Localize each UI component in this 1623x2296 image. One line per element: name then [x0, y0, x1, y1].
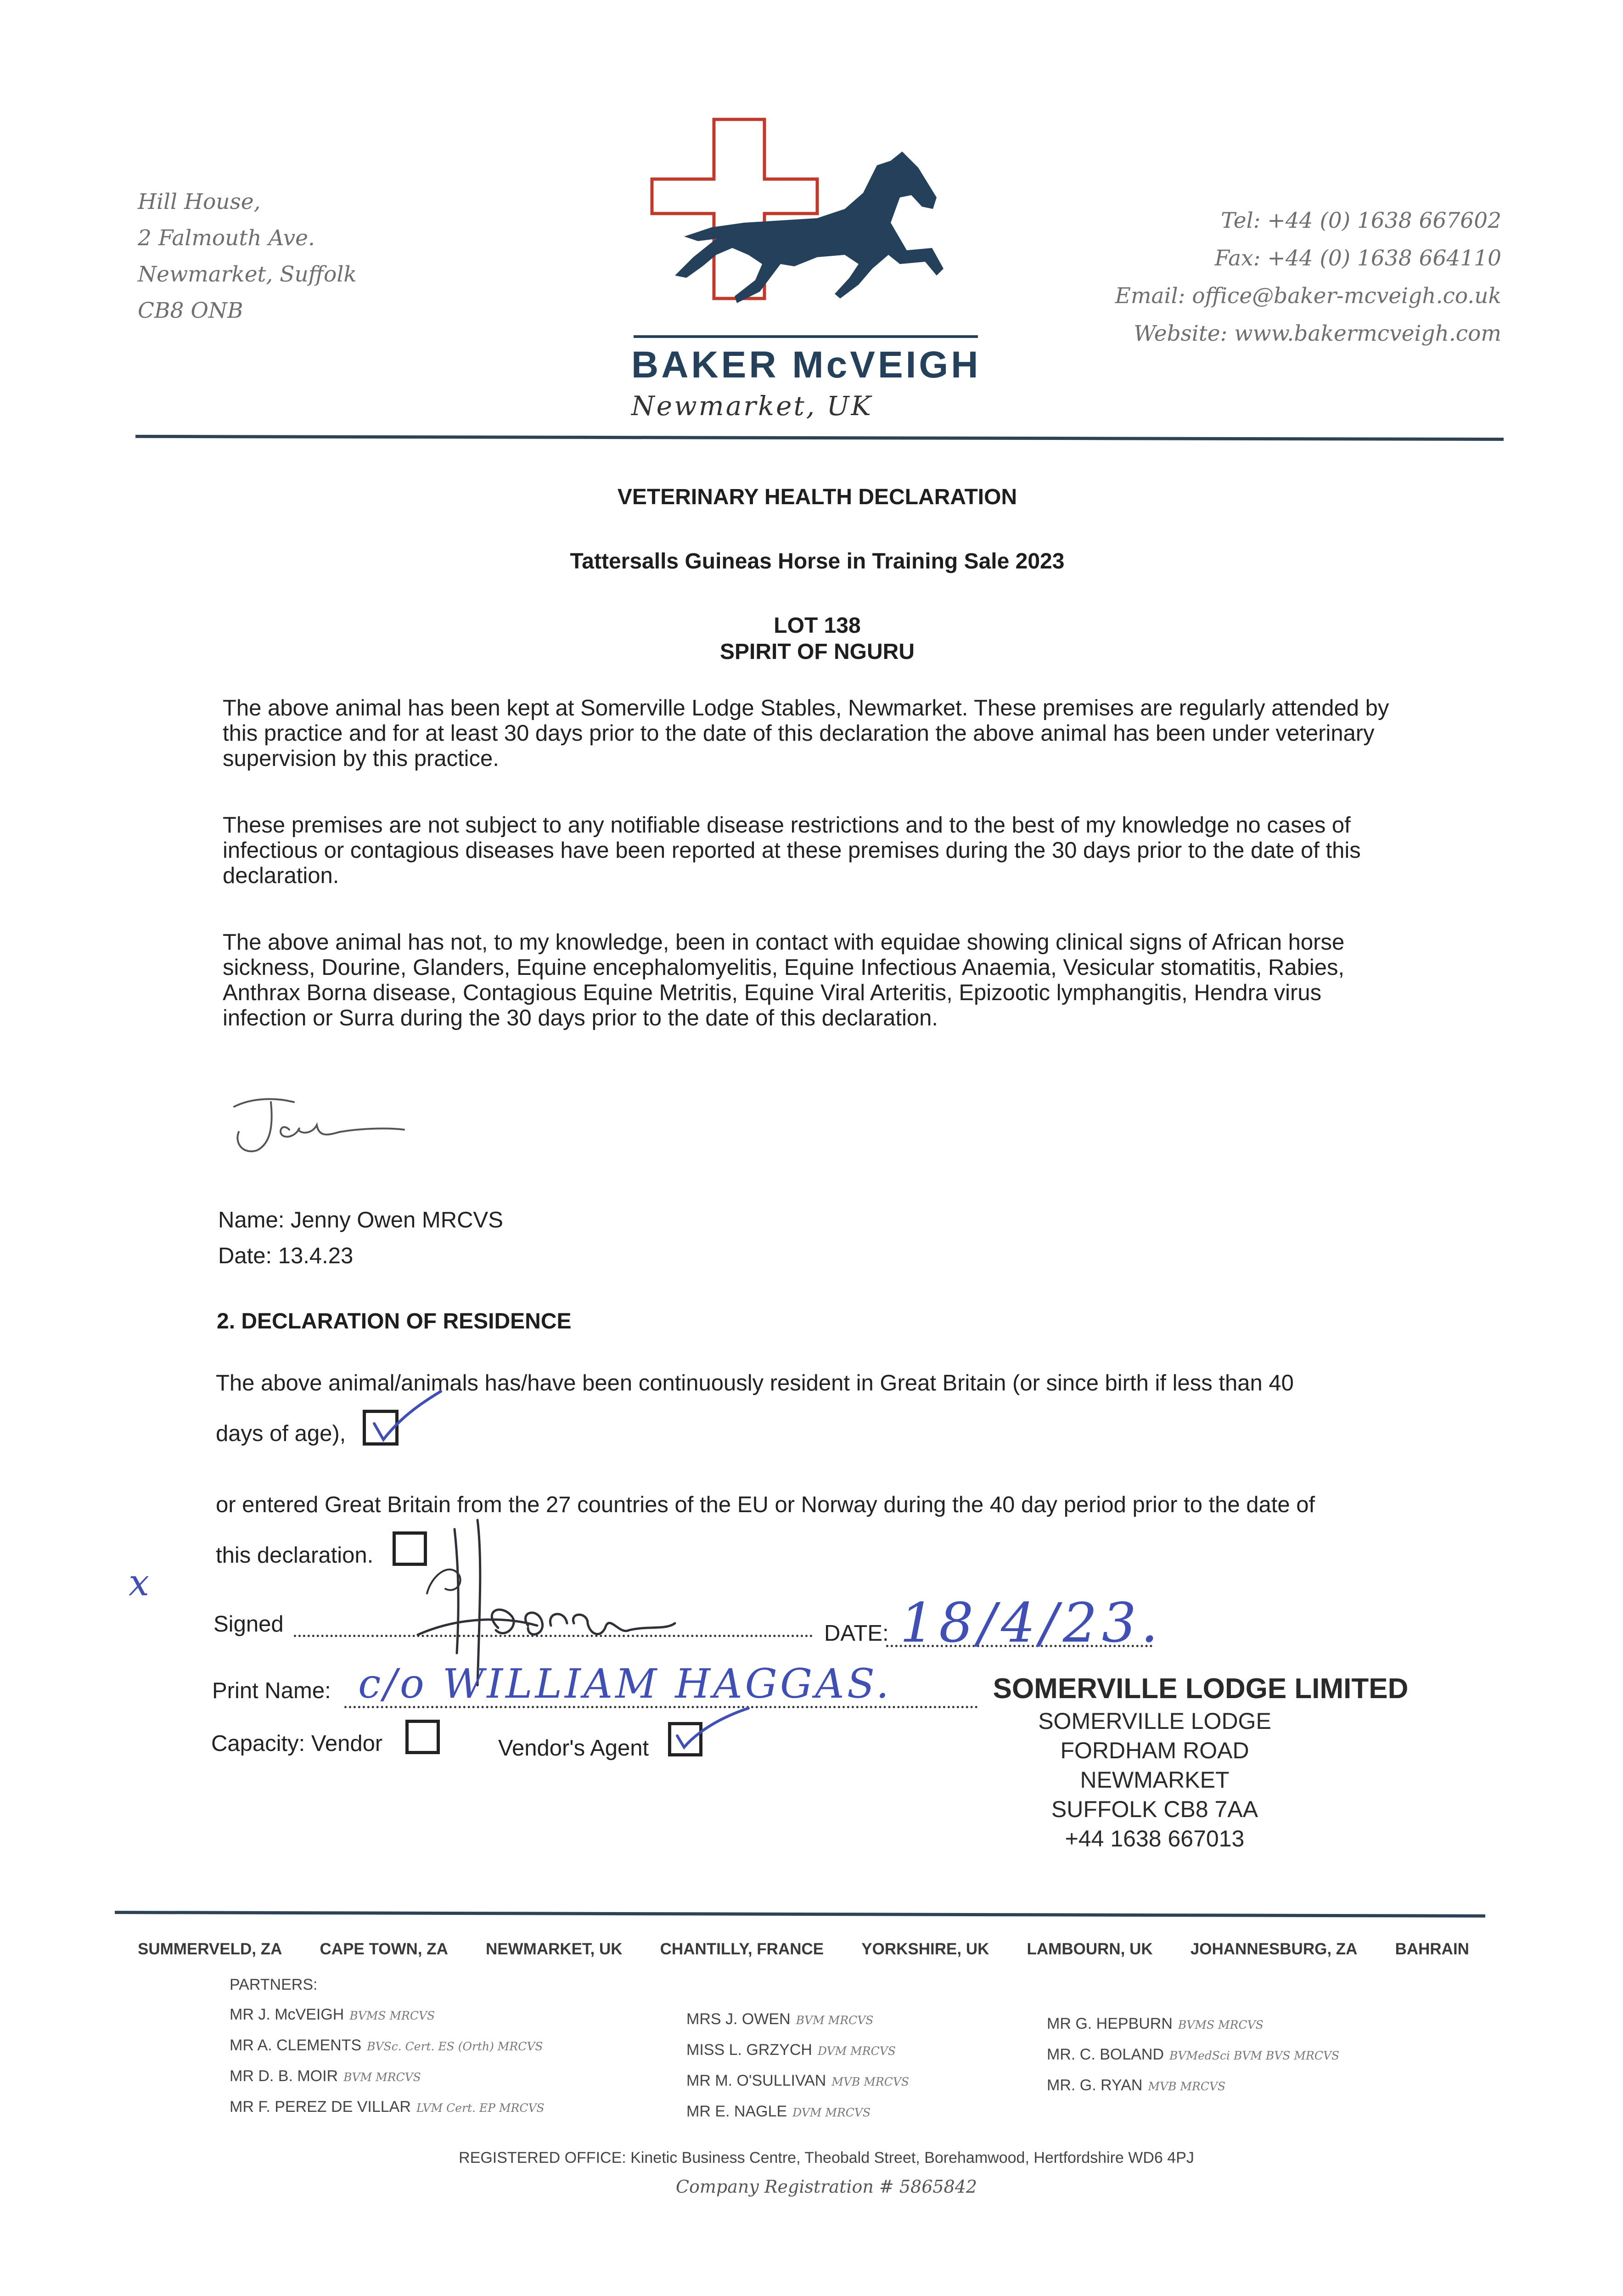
vendor-agent-checkmark [675, 1704, 753, 1761]
handwritten-print-name: c/o WILLIAM HAGGAS. [358, 1660, 892, 1707]
section-2-title: 2. DECLARATION OF RESIDENCE [217, 1309, 572, 1334]
stamp-phone: +44 1638 667013 [1065, 1826, 1245, 1851]
document-title: VETERINARY HEALTH DECLARATION [617, 485, 1017, 509]
resident-checkmark [363, 1387, 455, 1449]
footer-divider [115, 1911, 1485, 1918]
handwritten-date: 18/4/23. [900, 1591, 1163, 1654]
handwritten-check-icon [675, 1704, 753, 1759]
supervision-paragraph: The above animal has been kept at Somerville Lodge Stables, Newmarket. These premises are regularly attended by this practice and for at least 30 days prior to the date of this declaration the above animal has been under veterinary supervision by this practice. [223, 696, 1389, 771]
company-registration: Company Registration # 5865842 [675, 2177, 977, 2197]
signature-scribble-icon [220, 1088, 413, 1162]
brand-name: BAKER McVEIGH [631, 344, 981, 386]
partner-entry: MR M. O'SULLIVAN MVB MRCVS [686, 2072, 910, 2089]
disease-restriction-paragraph: These premises are not subject to any notifiable disease restrictions and to the best of my knowledge no cases of infectious or contagious diseases have been reported at these premises during the 30 days prior to the date of this declaration. [223, 813, 1361, 888]
registered-office: REGISTERED OFFICE: Kinetic Business Centre, Theobald Street, Borehamwood, Hertfordshire WD6 4PJ [459, 2149, 1194, 2167]
address-line: CB8 ONB [138, 298, 243, 323]
brand-subtitle: Newmarket, UK [631, 390, 873, 422]
vendor-agent-label: Vendor's Agent [498, 1736, 649, 1761]
partner-entry: MR G. HEPBURN BVMS MRCVS [1047, 2015, 1264, 2032]
partner-entry: MR F. PEREZ DE VILLAR LVM Cert. EP MRCVS [230, 2098, 545, 2116]
partner-entry: MISS L. GRZYCH DVM MRCVS [686, 2041, 896, 2059]
partners-label: PARTNERS: [230, 1976, 318, 1993]
vet-name: Name: Jenny Owen MRCVS [218, 1208, 503, 1232]
location-item: YORKSHIRE, UK [861, 1940, 989, 1958]
partner-entry: MR E. NAGLE DVM MRCVS [686, 2103, 871, 2120]
signed-label: Signed [213, 1612, 284, 1637]
stamp-company: SOMERVILLE LODGE LIMITED [993, 1673, 1409, 1705]
cross-horse-logo-icon [643, 117, 992, 347]
partner-entry: MR. G. RYAN MVB MRCVS [1047, 2077, 1226, 2094]
print-name-label: Print Name: [212, 1678, 331, 1703]
address-line: Hill House, [138, 189, 261, 214]
practice-logo [643, 117, 992, 347]
partner-entry: MR J. McVEIGH BVMS MRCVS [230, 2006, 435, 2023]
location-item: LAMBOURN, UK [1027, 1940, 1153, 1958]
fax-line: Fax: +44 (0) 1638 664110 [1214, 246, 1501, 271]
location-item: CHANTILLY, FRANCE [660, 1940, 824, 1958]
entered-statement: or entered Great Britain from the 27 countries of the EU or Norway during the 40 day period prior to the date of [216, 1492, 1315, 1517]
residence-statement: The above animal/animals has/have been continuously resident in Great Britain (or since birth if less than 40 [216, 1371, 1294, 1396]
stamp-line: FORDHAM ROAD [1060, 1738, 1249, 1763]
tel-line: Tel: +44 (0) 1638 667602 [1221, 208, 1501, 233]
company-stamp [985, 1671, 1416, 1853]
stamp-line: NEWMARKET [1080, 1767, 1230, 1793]
office-locations [138, 1940, 1469, 1958]
partners-column-3 [1047, 2009, 1339, 2101]
partner-entry: MR. C. BOLAND BVMedSci BVM BVS MRCVS [1047, 2046, 1340, 2063]
partner-entry: MRS J. OWEN BVM MRCVS [686, 2010, 874, 2028]
horse-name: SPIRIT OF NGURU [719, 640, 915, 664]
email-line: Email: office@baker-mcveigh.co.uk [1115, 283, 1501, 309]
date-label: DATE: [824, 1621, 889, 1646]
entered-statement-end: this declaration. [216, 1543, 374, 1568]
partners-column-2 [686, 2004, 909, 2127]
logo-rule [634, 335, 978, 338]
capacity-label: Capacity: Vendor [211, 1731, 383, 1756]
vet-signature [220, 1088, 413, 1162]
address-line: Newmarket, Suffolk [138, 262, 357, 287]
handwritten-check-icon [363, 1387, 455, 1446]
practice-contacts [1001, 202, 1501, 353]
vendor-checkbox[interactable] [405, 1720, 440, 1754]
sale-title: Tattersalls Guineas Horse in Training Sale 2023 [570, 549, 1065, 574]
stamp-line: SUFFOLK CB8 7AA [1051, 1796, 1258, 1822]
header-divider [135, 435, 1504, 441]
lot-number: LOT 138 [774, 613, 861, 638]
partner-entry: MR A. CLEMENTS BVSc. Cert. ES (Orth) MRCVS [230, 2037, 543, 2054]
location-item: CAPE TOWN, ZA [320, 1940, 448, 1958]
address-line: 2 Falmouth Ave. [138, 225, 315, 251]
location-item: NEWMARKET, UK [486, 1940, 623, 1958]
location-item: BAHRAIN [1395, 1940, 1469, 1958]
stamp-line: SOMERVILLE LODGE [1038, 1708, 1271, 1734]
website-line: Website: www.bakermcveigh.com [1134, 321, 1501, 346]
residence-statement-end: days of age), [216, 1421, 346, 1446]
partner-entry: MR D. B. MOIR BVM MRCVS [230, 2067, 421, 2085]
location-item: SUMMERVELD, ZA [138, 1940, 282, 1958]
margin-mark: x [129, 1561, 150, 1604]
practice-address [138, 184, 357, 329]
location-item: JOHANNESBURG, ZA [1190, 1940, 1358, 1958]
contact-paragraph: The above animal has not, to my knowledge, been in contact with equidae showing clinical signs of African horse sickness, Dourine, Glanders, Equine encephalomyelitis, Equine Infectious Anaemia, Vesicular stomatitis, Rabies, Anthrax Borna disease, Contagious Equine Metritis, Equine Viral Arteritis, Epizootic lymphangitis, Hendra virus infection or Surra during the 30 days prior to the date of this declaration. [223, 930, 1345, 1030]
partners-column-1 [230, 2000, 545, 2123]
vet-date: Date: 13.4.23 [218, 1244, 354, 1268]
